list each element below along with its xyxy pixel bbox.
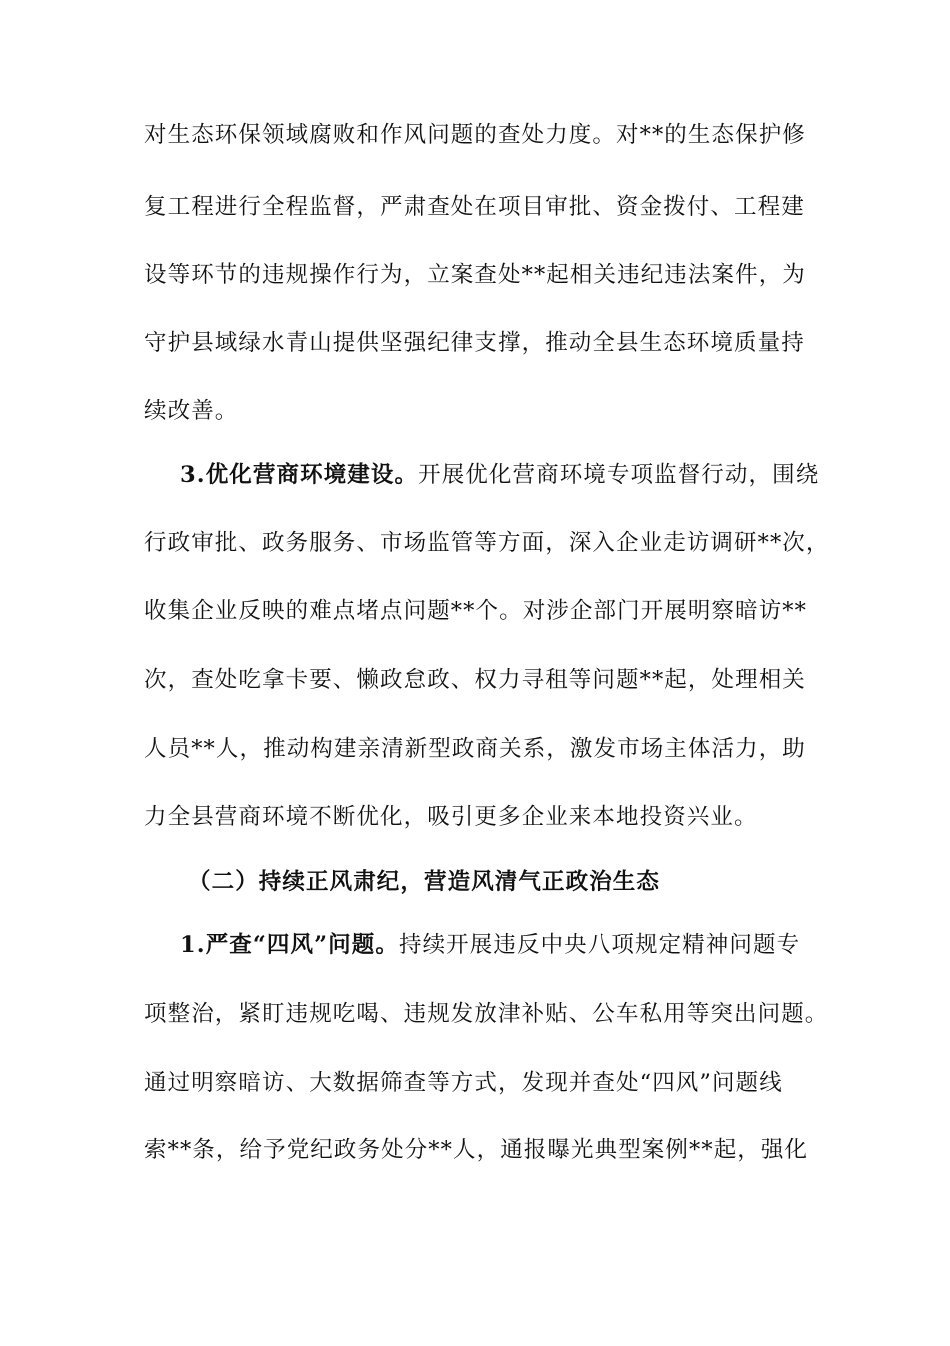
paragraph-line: 守护县域绿水青山提供坚强纪律支撑，推动全县生态环境质量持 <box>144 330 805 356</box>
paragraph-line: 对生态环保领域腐败和作风问题的查处力度。对**的生态保护修 <box>144 122 806 148</box>
paragraph-line: 设等环节的违规操作行为，立案查处**起相关违纪违法案件，为 <box>144 262 806 288</box>
paragraph-line: 项整治，紧盯违规吃喝、违规发放津补贴、公车私用等突出问题。 <box>144 1001 829 1027</box>
paragraph-text: 持续开展违反中央八项规定精神问题专 <box>398 932 801 958</box>
paragraph-line: 次，查处吃拿卡要、懒政怠政、权力寻租等问题**起，处理相关 <box>144 667 806 693</box>
paragraph-line: 行政审批、政务服务、市场监管等方面，深入企业走访调研**次， <box>144 530 830 556</box>
paragraph-text: 开展优化营商环境专项监督行动，围绕 <box>418 462 820 488</box>
subsection-line <box>180 930 800 960</box>
paragraph-line: 续改善。 <box>144 398 239 424</box>
paragraph-line: 人员**人，推动构建亲清新型政商关系，激发市场主体活力，助 <box>144 736 806 762</box>
subsection-title: 3.优化营商环境建设。 <box>180 462 419 488</box>
paragraph-line: 复工程进行全程监督，严肃查处在项目审批、资金拨付、工程建 <box>144 194 805 220</box>
section-heading: （二）持续正风肃纪，营造风清气正政治生态 <box>188 869 661 895</box>
paragraph-line: 收集企业反映的难点堵点问题**个。对涉企部门开展明察暗访** <box>144 598 808 624</box>
paragraph-line: 通过明察暗访、大数据筛查等方式，发现并查处“四风”问题线 <box>144 1070 783 1096</box>
subsection-line <box>180 460 819 490</box>
paragraph-line: 索**条，给予党纪政务处分**人，通报曝光典型案例**起，强化 <box>144 1137 809 1163</box>
paragraph-line: 力全县营商环境不断优化，吸引更多企业来本地投资兴业。 <box>144 804 758 830</box>
subsection-title: 1.严查“四风”问题。 <box>180 932 399 958</box>
